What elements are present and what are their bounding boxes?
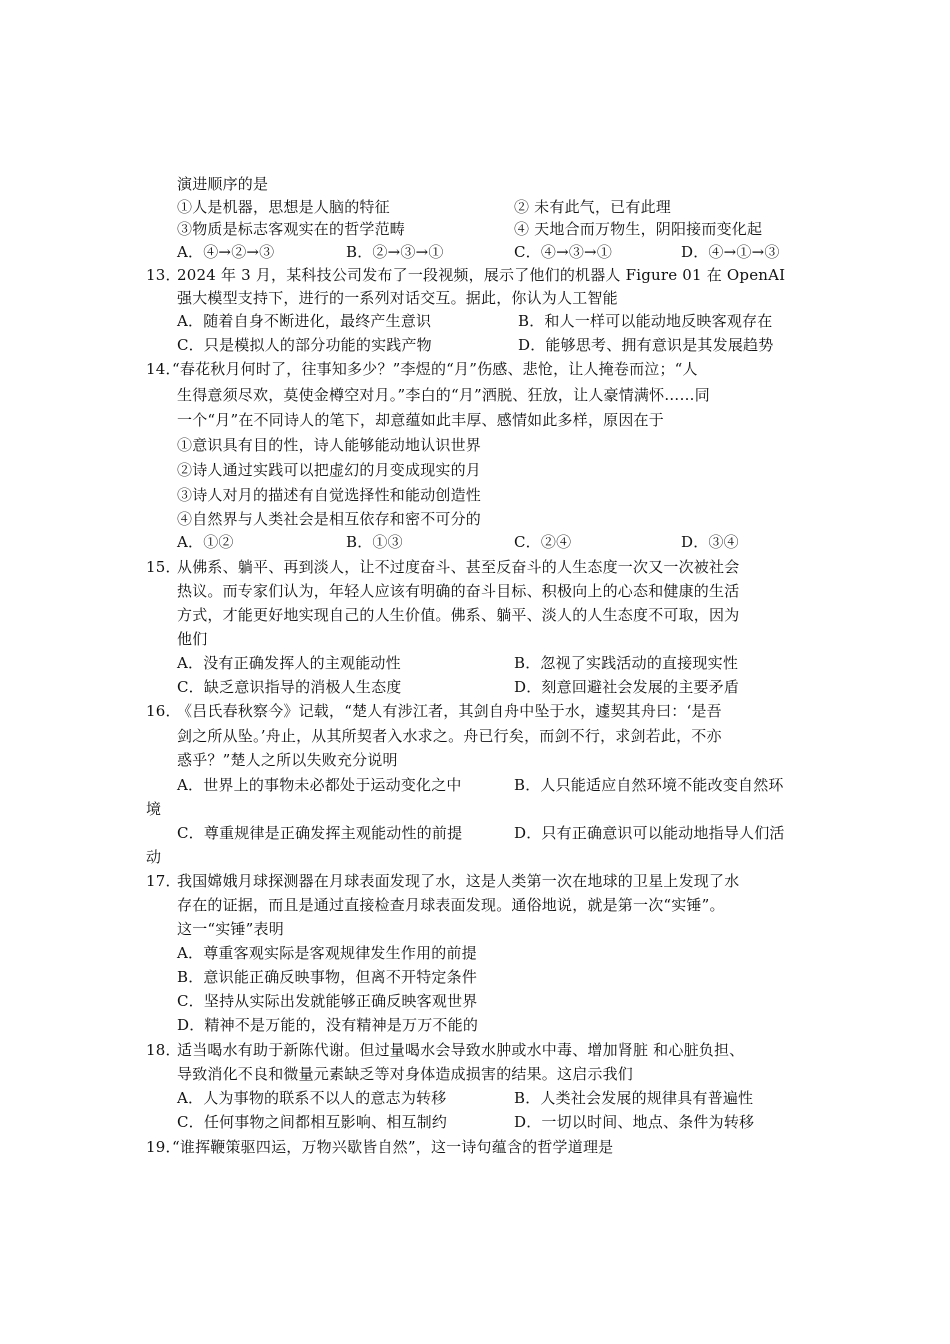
q14-statement-3: ③诗人对月的描述有自觉选择性和能动创造性 — [177, 486, 482, 504]
q12-option-d: D．④→①→③ — [681, 243, 780, 261]
q14-statement-4: ④自然界与人类社会是相互依存和密不可分的 — [177, 510, 482, 528]
q17-option-b: B．意识能正确反映事物，但离不开特定条件 — [177, 968, 478, 986]
q15-option-c: C．缺乏意识指导的消极人生态度 — [177, 678, 402, 696]
q12-statement-4: ④ 天地合而万物生，阴阳接而变化起 — [514, 220, 763, 238]
q16-stem-line-3: 惑乎？”楚人之所以失败充分说明 — [177, 751, 398, 769]
q12-option-c: C．④→③→① — [514, 243, 613, 261]
q14-statement-2: ②诗人通过实践可以把虚幻的月变成现实的月 — [177, 461, 482, 479]
q14-option-a: A．①② — [177, 533, 234, 551]
q18-option-c: C．任何事物之间都相互影响、相互制约 — [177, 1113, 448, 1131]
q17-stem-line-1: 我国嫦娥月球探测器在月球表面发现了水，这是人类第一次在地球的卫星上发现了水 — [177, 872, 740, 890]
q15-number: 15． — [146, 558, 181, 576]
q16-number: 16． — [146, 702, 181, 720]
q16-option-a: A．世界上的事物未必都处于运动变化之中 — [177, 776, 462, 794]
q16-option-d: D．只有正确意识可以能动地指导人们活 — [514, 824, 785, 842]
q14-stem-line-2: 生得意须尽欢，莫使金樽空对月。”李白的“月”洒脱、狂放，让人豪情满怀……同 — [177, 386, 710, 404]
q13-number: 13． — [146, 266, 181, 284]
q13-stem-line-1: 2024 年 3 月，某科技公司发布了一段视频，展示了他们的机器人 Figure 01 在 OpenAI — [177, 266, 786, 284]
q13-stem-line-2: 强大模型支持下，进行的一系列对话交互。据此，你认为人工智能 — [177, 289, 618, 307]
q14-number: 14． — [146, 360, 181, 378]
q13-option-d: D．能够思考、拥有意识是其发展趋势 — [518, 336, 774, 354]
q18-number: 18． — [146, 1041, 181, 1059]
q18-stem-line-2: 导致消化不良和微量元素缺乏等对身体造成损害的结果。这启示我们 — [177, 1065, 634, 1083]
q15-stem-line-2: 热议。而专家们认为，年轻人应该有明确的奋斗目标、积极向上的心态和健康的生活 — [177, 582, 740, 600]
q14-stem-line-3: 一个“月”在不同诗人的笔下，却意蕴如此丰厚、感情如此多样，原因在于 — [177, 411, 664, 429]
q18-option-a: A．人为事物的联系不以人的意志为转移 — [177, 1089, 447, 1107]
q12-statement-2: ② 未有此气，已有此理 — [514, 198, 671, 216]
q16-option-b: B．人只能适应自然环境不能改变自然环 — [514, 776, 784, 794]
q17-option-d: D．精神不是万能的，没有精神是万万不能的 — [177, 1016, 479, 1034]
q15-stem-line-3: 方式，才能更好地实现自己的人生价值。佛系、躺平、淡人的人生态度不可取，因为 — [177, 606, 740, 624]
q15-option-b: B．忽视了实践活动的直接现实性 — [514, 654, 739, 672]
q13-option-b: B．和人一样可以能动地反映客观存在 — [518, 312, 773, 330]
q15-stem-line-1: 从佛系、躺平、再到淡人，让不过度奋斗、甚至反奋斗的人生态度一次又一次被社会 — [177, 558, 740, 576]
q18-option-b: B．人类社会发展的规律具有普遍性 — [514, 1089, 754, 1107]
q17-stem-line-3: 这一“实锤”表明 — [177, 920, 284, 938]
q18-stem-line-1: 适当喝水有助于新陈代谢。但过量喝水会导致水肿或水中毒、增加肾脏 和心脏负担、 — [177, 1041, 745, 1059]
q12-stem-continuation: 演进顺序的是 — [177, 175, 269, 193]
q16-option-d-wrap: 动 — [146, 848, 162, 866]
q16-option-b-wrap: 境 — [146, 800, 162, 818]
q19-stem-line-1: “谁挥鞭策驱四运，万物兴歇皆自然”，这一诗句蕴含的哲学道理是 — [172, 1138, 614, 1156]
q19-number: 19． — [146, 1138, 181, 1156]
q17-number: 17． — [146, 872, 181, 890]
q12-statement-3: ③物质是标志客观实在的哲学范畴 — [177, 220, 406, 238]
q13-option-a: A．随着自身不断进化，最终产生意识 — [177, 312, 432, 330]
q15-option-a: A．没有正确发挥人的主观能动性 — [177, 654, 401, 672]
q18-option-d: D．一切以时间、地点、条件为转移 — [514, 1113, 755, 1131]
q12-option-a: A．④→②→③ — [177, 243, 275, 261]
q15-option-d: D．刻意回避社会发展的主要矛盾 — [514, 678, 740, 696]
q16-stem-line-1: 《吕氏春秋察今》记载，“楚人有涉江者，其剑自舟中坠于水，遽契其舟曰：‘是吾 — [177, 702, 722, 720]
q14-statement-1: ①意识具有目的性，诗人能够能动地认识世界 — [177, 436, 482, 454]
q17-option-c: C．坚持从实际出发就能够正确反映客观世界 — [177, 992, 478, 1010]
q14-option-d: D．③④ — [681, 533, 739, 551]
q17-stem-line-2: 存在的证据，而且是通过直接检查月球表面发现。通俗地说，就是第一次“实锤”。 — [177, 896, 725, 914]
q12-statement-1: ①人是机器，思想是人脑的特征 — [177, 198, 390, 216]
q17-option-a: A．尊重客观实际是客观规律发生作用的前提 — [177, 944, 477, 962]
q13-option-c: C．只是模拟人的部分功能的实践产物 — [177, 336, 432, 354]
q14-option-c: C．②④ — [514, 533, 572, 551]
q14-option-b: B．①③ — [346, 533, 403, 551]
q16-option-c: C．尊重规律是正确发挥主观能动性的前提 — [177, 824, 463, 842]
q15-stem-line-4: 他们 — [177, 630, 208, 648]
q16-stem-line-2: 剑之所从坠。’舟止，从其所契者入水求之。舟已行矣，而剑不行，求剑若此，不亦 — [177, 727, 722, 745]
q12-option-b: B．②→③→① — [346, 243, 444, 261]
q14-stem-line-1: “春花秋月何时了，往事知多少？”李煜的“月”伤感、悲怆，让人掩卷而泣；“人 — [172, 360, 698, 378]
